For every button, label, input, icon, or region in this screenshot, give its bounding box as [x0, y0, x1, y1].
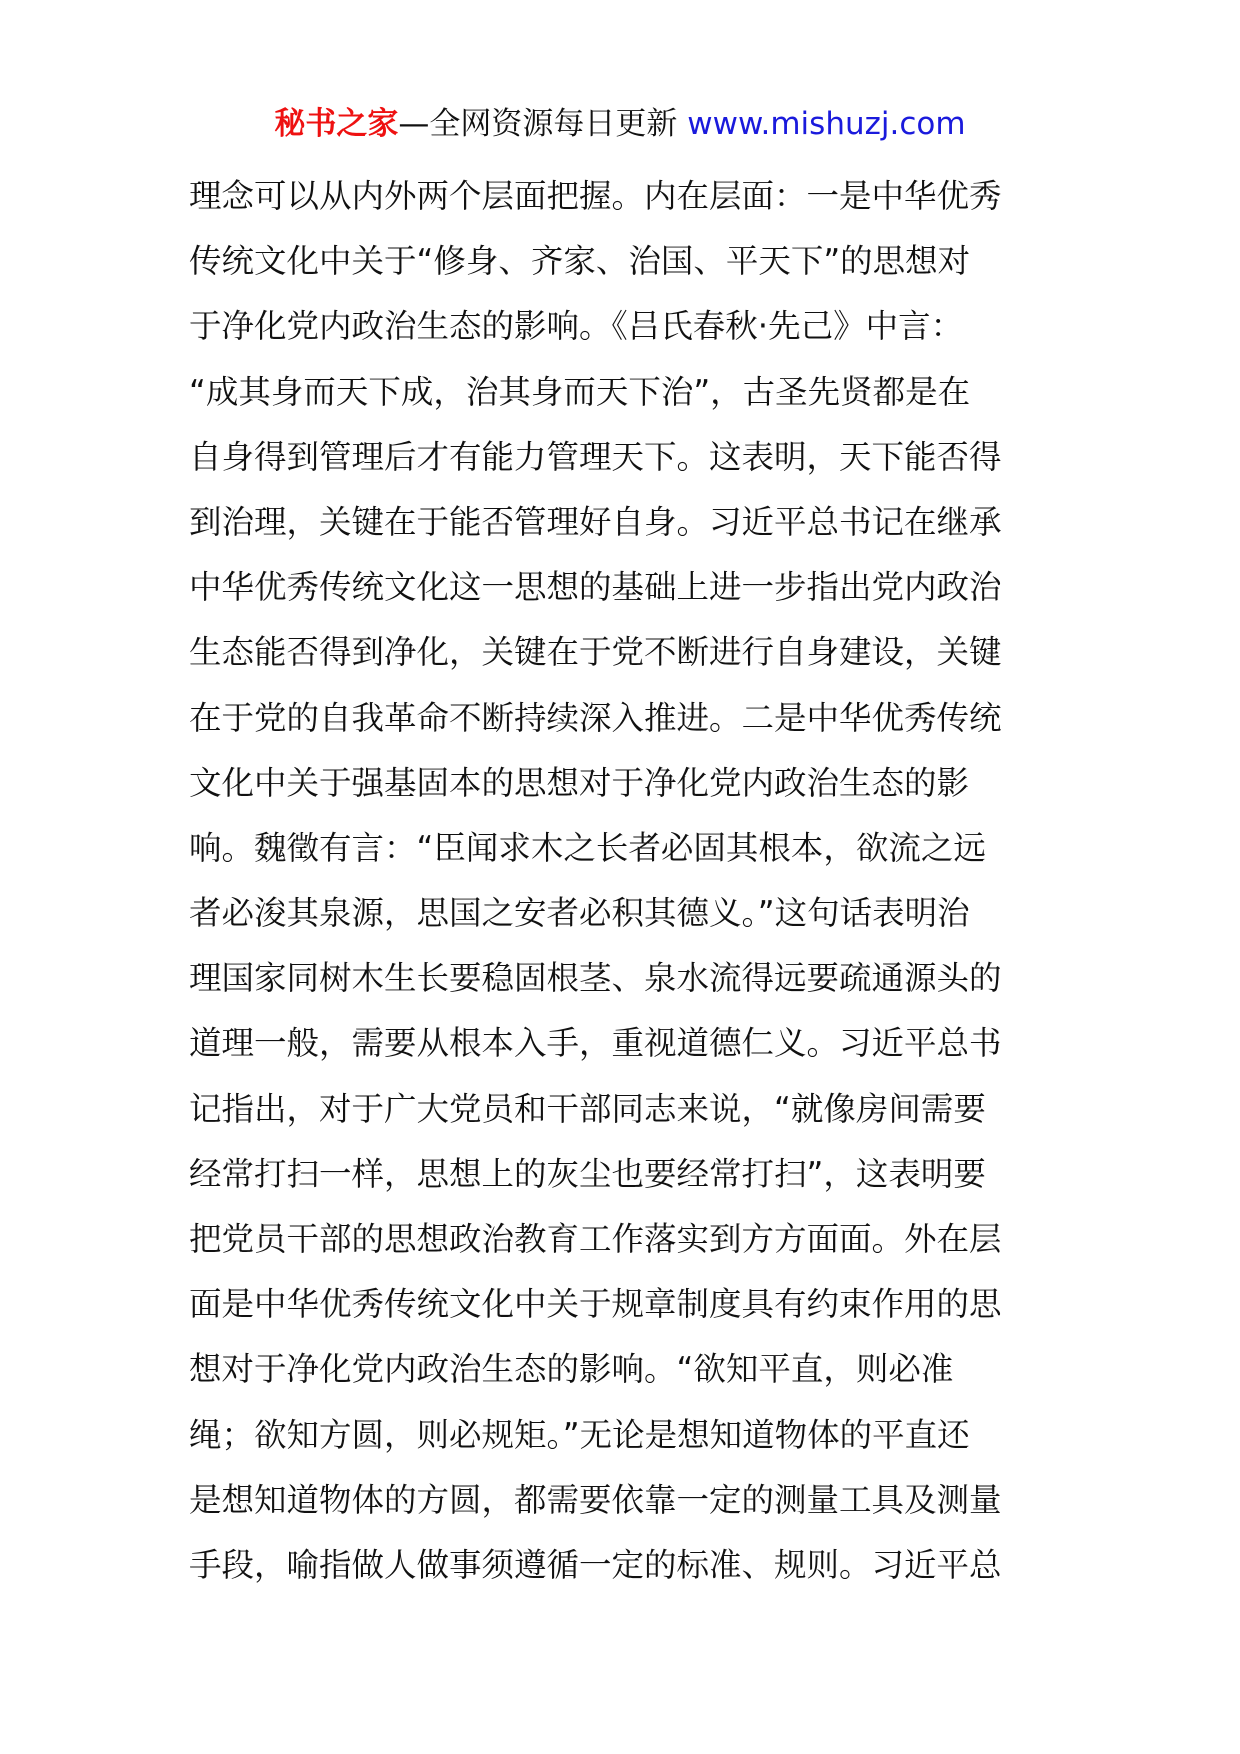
site-url[interactable]: www.mishuzj.com [687, 106, 966, 142]
text-line: 想对于净化党内政治生态的影响。“欲知平直，则必准 [189, 1350, 954, 1389]
text-line: 者必浚其泉源，思国之安者必积其德义。”这句话表明治 [189, 894, 970, 933]
site-brand: 秘书之家 [274, 106, 399, 142]
text-line: 中华优秀传统文化这一思想的基础上进一步指出党内政治 [189, 568, 1002, 607]
text-line: 面是中华优秀传统文化中关于规章制度具有约束作用的思 [189, 1285, 1002, 1324]
text-line: 把党员干部的思想政治教育工作落实到方方面面。外在层 [189, 1220, 1002, 1258]
text-line: 道理一般，需要从根本入手，重视道德仁义。习近平总书 [189, 1024, 1002, 1063]
text-line: 自身得到管理后才有能力管理天下。这表明，天下能否得 [189, 437, 1002, 476]
text-line: 生态能否得到净化，关键在于党不断进行自身建设，关键 [189, 633, 1002, 672]
text-line: 到治理，关键在于能否管理好自身。习近平总书记在继承 [189, 502, 1002, 541]
text-line: 于净化党内政治生态的影响。《吕氏春秋·先己》中言： [189, 307, 964, 346]
text-line: 理国家同树木生长要稳固根茎、泉水流得远要疏通源头的 [189, 959, 1002, 998]
document-body [189, 164, 1069, 1598]
text-line: 文化中关于强基固本的思想对于净化党内政治生态的影 [189, 763, 970, 802]
text-line: 手段，喻指做人做事须遵循一定的标准、规则。习近平总 [189, 1545, 1002, 1584]
text-line: 记指出，对于广大党员和干部同志来说，“就像房间需要 [189, 1089, 986, 1128]
page-header [0, 102, 1240, 146]
text-line: 在于党的自我革命不断持续深入推进。二是中华优秀传统 [189, 698, 1002, 737]
site-tagline: —全网资源每日更新 [398, 106, 688, 142]
text-line: 绳；欲知方圆，则必规矩。”无论是想知道物体的平直还 [189, 1415, 970, 1454]
text-line: 是想知道物体的方圆，都需要依靠一定的测量工具及测量 [189, 1480, 1002, 1519]
text-line: 理念可以从内外两个层面把握。内在层面：一是中华优秀 [189, 177, 1002, 215]
text-line: 经常打扫一样，思想上的灰尘也要经常打扫”，这表明要 [189, 1154, 986, 1193]
text-line: “成其身而天下成，治其身而天下治”，古圣先贤都是在 [189, 372, 971, 411]
text-line: 响。魏徵有言：“臣闻求木之长者必固其根本，欲流之远 [189, 828, 986, 867]
text-line: 传统文化中关于“修身、齐家、治国、平天下”的思想对 [189, 242, 971, 281]
